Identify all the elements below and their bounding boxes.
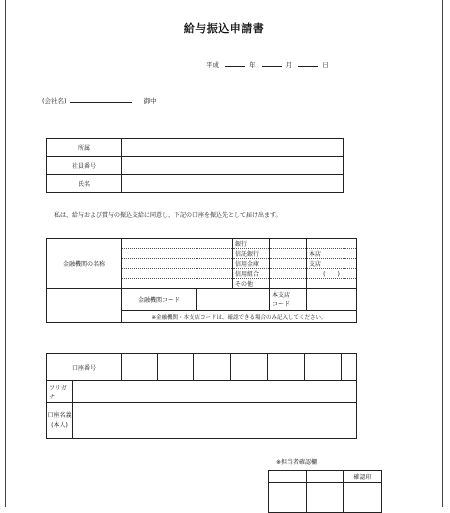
bank-code-note: ※金融機関・本支店コードは、確認できる場合のみ記入してください。 [122,311,357,323]
department-label: 所属 [47,139,122,157]
bank-code-field[interactable] [197,289,270,311]
account-digit-field[interactable] [158,354,194,381]
employee-row [47,139,344,157]
bank-name-label: 金融機関の名称 [47,239,122,289]
employee-row [47,157,344,175]
branch-name-field-cont [270,269,307,279]
bank-type-other[interactable]: その他 [233,279,270,289]
bank-type-bank[interactable]: 銀行 [233,239,270,249]
bank-name-field[interactable] [122,239,233,249]
employee-number-field[interactable] [122,157,344,175]
era-label: 平成 [206,61,219,69]
account-holder-field[interactable] [73,403,357,439]
confirm-stamp-field[interactable] [344,483,382,513]
consent-text: 私は、給与および賞与の振込支給に同意し、下記の口座を振込先として届け出ます。 [54,212,282,219]
account-number-label: 口座番号 [47,354,122,381]
account-digit-field[interactable] [305,354,342,381]
bank-name-field-cont [122,259,233,269]
bank-type-kumiai[interactable]: 信用組合 [233,269,270,279]
company-line [42,96,157,105]
branch-name-field-cont [270,259,307,269]
company-name-field[interactable] [70,96,132,103]
confirm-stamp-label: 確認印 [344,471,382,483]
branch-name-field-cont [270,249,307,259]
employee-row [47,175,344,193]
name-field[interactable] [122,175,344,193]
staff-stamp-field[interactable] [307,483,344,513]
account-digit-field[interactable] [342,354,357,381]
staff-cell [269,471,307,483]
month-field[interactable] [262,60,282,67]
company-suffix: 御中 [143,97,157,105]
bank-label-spacer [47,289,122,323]
month-label: 月 [285,61,293,69]
application-form [5,0,443,507]
furigana-table [46,380,357,403]
account-digit-field[interactable] [268,354,305,381]
bank-table [46,238,357,323]
account-digit-field[interactable] [122,354,158,381]
branch-type-empty [307,279,357,289]
department-field[interactable] [122,139,344,157]
branch-code-field[interactable] [307,289,357,311]
employee-table [46,138,344,193]
bank-code-label: 金融機関コード [122,289,197,311]
year-label: 年 [249,61,256,69]
bank-type-shinkin[interactable]: 信用金庫 [233,259,270,269]
staff-confirm-label: ※担当者確認欄 [276,459,318,466]
bank-type-trust[interactable]: 信託銀行 [233,249,270,259]
branch-name-field[interactable] [270,239,307,249]
bank-name-field-cont [122,279,233,289]
branch-type-blank [307,239,357,249]
furigana-field[interactable] [73,381,357,403]
furigana-label: フリガナ [47,381,73,403]
account-holder-label: 口座名義 (本人) [47,403,73,439]
account-digit-field[interactable] [231,354,268,381]
account-holder-table [46,402,357,439]
day-label: 日 [322,61,329,69]
branch-type-other[interactable]: ( ) [307,269,357,279]
day-field[interactable] [298,60,318,67]
staff-cell [307,471,344,483]
employee-number-label: 社員番号 [47,157,122,175]
year-field[interactable] [225,60,245,67]
branch-type-branch[interactable]: 支店 [307,259,357,269]
staff-stamp-field[interactable] [269,483,307,513]
date-line [206,60,329,69]
branch-type-head[interactable]: 本店 [307,249,357,259]
company-label: (会社名) [42,97,67,105]
bank-name-field-cont [122,269,233,279]
form-title: 給与振込申請書 [183,22,265,35]
account-digit-field[interactable] [194,354,231,381]
account-number-table [46,353,357,381]
name-label: 氏名 [47,175,122,193]
branch-name-field-cont [270,279,307,289]
branch-code-label: 本支店 コード [270,289,307,311]
bank-name-field-cont [122,249,233,259]
